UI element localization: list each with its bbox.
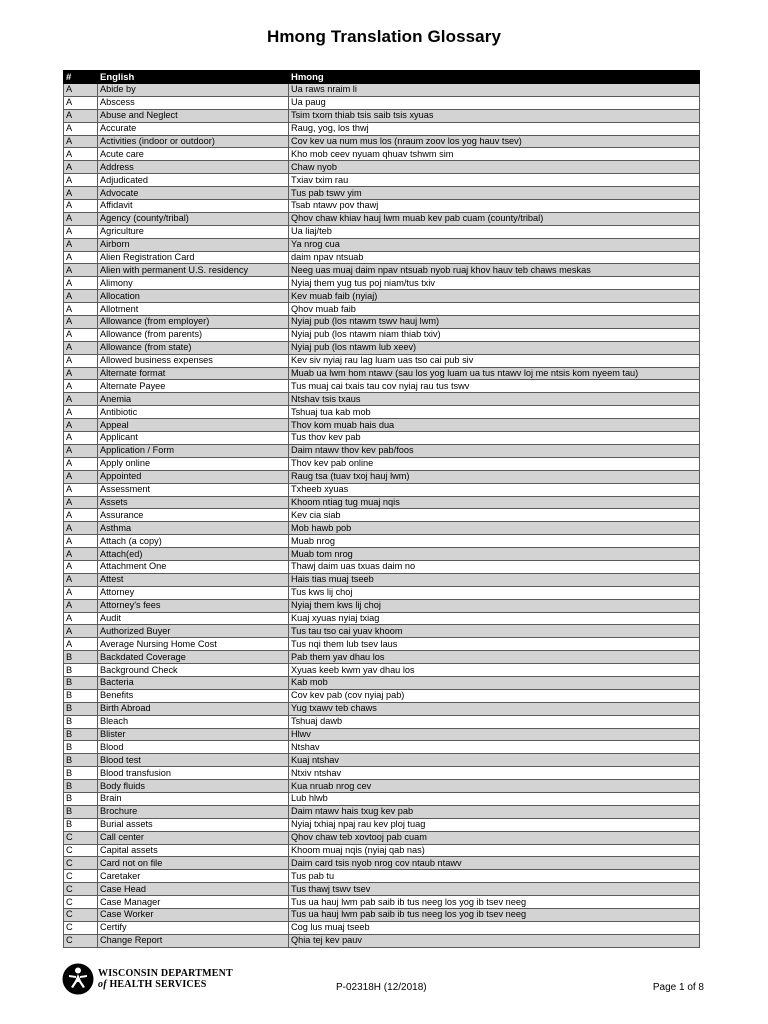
cell-english: Attorney's fees bbox=[98, 599, 289, 612]
table-row bbox=[64, 831, 700, 844]
cell-english: Authorized Buyer bbox=[98, 625, 289, 638]
cell-english: Change Report bbox=[98, 934, 289, 947]
cell-hmong: Tshuaj tua kab mob bbox=[289, 406, 700, 419]
table-row bbox=[64, 805, 700, 818]
dhs-logo bbox=[62, 963, 233, 995]
cell-english: Benefits bbox=[98, 689, 289, 702]
cell-letter: A bbox=[64, 444, 98, 457]
table-row bbox=[64, 161, 700, 174]
cell-english: Alien Registration Card bbox=[98, 251, 289, 264]
cell-letter: A bbox=[64, 599, 98, 612]
cell-letter: A bbox=[64, 122, 98, 135]
cell-english: Abuse and Neglect bbox=[98, 109, 289, 122]
cell-hmong: Qhia tej kev pauv bbox=[289, 934, 700, 947]
cell-english: Attach(ed) bbox=[98, 548, 289, 561]
cell-letter: B bbox=[64, 728, 98, 741]
cell-english: Capital assets bbox=[98, 844, 289, 857]
cell-hmong: Ua raws nraim li bbox=[289, 84, 700, 97]
cell-english: Allowance (from state) bbox=[98, 341, 289, 354]
cell-letter: A bbox=[64, 470, 98, 483]
cell-english: Audit bbox=[98, 612, 289, 625]
cell-english: Activities (indoor or outdoor) bbox=[98, 135, 289, 148]
cell-hmong: Lub hlwb bbox=[289, 792, 700, 805]
cell-hmong: Kev cia siab bbox=[289, 509, 700, 522]
cell-letter: B bbox=[64, 792, 98, 805]
cell-english: Affidavit bbox=[98, 200, 289, 213]
table-row bbox=[64, 496, 700, 509]
table-row bbox=[64, 432, 700, 445]
table-row bbox=[64, 612, 700, 625]
cell-hmong: Muab nrog bbox=[289, 535, 700, 548]
cell-english: Blood test bbox=[98, 754, 289, 767]
cell-letter: A bbox=[64, 84, 98, 97]
cell-hmong: Muab ua lwm hom ntawv (sau los yog luam ua tus ntawv loj me ntsis kom nyeem tau) bbox=[289, 367, 700, 380]
cell-english: Assurance bbox=[98, 509, 289, 522]
cell-letter: B bbox=[64, 818, 98, 831]
table-row bbox=[64, 896, 700, 909]
cell-letter: A bbox=[64, 638, 98, 651]
cell-english: Acute care bbox=[98, 148, 289, 161]
cell-hmong: Neeg uas muaj daim npav ntsuab nyob ruaj khov hauv teb chaws meskas bbox=[289, 264, 700, 277]
cell-letter: A bbox=[64, 560, 98, 573]
table-row bbox=[64, 780, 700, 793]
cell-english: Call center bbox=[98, 831, 289, 844]
cell-hmong: Pab them yav dhau los bbox=[289, 651, 700, 664]
cell-hmong: Tus pab tu bbox=[289, 870, 700, 883]
cell-english: Adjudicated bbox=[98, 174, 289, 187]
cell-letter: A bbox=[64, 573, 98, 586]
cell-letter: A bbox=[64, 161, 98, 174]
cell-letter: B bbox=[64, 676, 98, 689]
cell-hmong: Cov kev pab (cov nyiaj pab) bbox=[289, 689, 700, 702]
table-row bbox=[64, 934, 700, 947]
table-row bbox=[64, 406, 700, 419]
column-header-hmong: Hmong bbox=[289, 71, 700, 84]
cell-hmong: Nyiaj them kws lij choj bbox=[289, 599, 700, 612]
table-row bbox=[64, 522, 700, 535]
cell-letter: A bbox=[64, 586, 98, 599]
org-name-line2 bbox=[98, 979, 233, 990]
cell-english: Anemia bbox=[98, 393, 289, 406]
table-row bbox=[64, 844, 700, 857]
cell-letter: A bbox=[64, 393, 98, 406]
table-row bbox=[64, 264, 700, 277]
cell-letter: C bbox=[64, 896, 98, 909]
cell-letter: A bbox=[64, 483, 98, 496]
cell-letter: A bbox=[64, 509, 98, 522]
table-row bbox=[64, 599, 700, 612]
cell-hmong: Ntshav tsis txaus bbox=[289, 393, 700, 406]
cell-letter: A bbox=[64, 290, 98, 303]
cell-letter: A bbox=[64, 406, 98, 419]
cell-hmong: Kev siv nyiaj rau lag luam uas tso cai pub siv bbox=[289, 354, 700, 367]
cell-english: Bleach bbox=[98, 715, 289, 728]
cell-letter: B bbox=[64, 689, 98, 702]
cell-letter: A bbox=[64, 380, 98, 393]
cell-letter: A bbox=[64, 354, 98, 367]
cell-hmong: Ntshav bbox=[289, 741, 700, 754]
table-row bbox=[64, 883, 700, 896]
cell-hmong: Daim ntawv thov kev pab/foos bbox=[289, 444, 700, 457]
table-row bbox=[64, 393, 700, 406]
table-row bbox=[64, 676, 700, 689]
cell-english: Allowance (from employer) bbox=[98, 316, 289, 329]
cell-hmong: Thov kev pab online bbox=[289, 457, 700, 470]
cell-letter: A bbox=[64, 522, 98, 535]
table-row bbox=[64, 316, 700, 329]
cell-letter: A bbox=[64, 328, 98, 341]
table-row bbox=[64, 664, 700, 677]
cell-hmong: Kuaj ntshav bbox=[289, 754, 700, 767]
cell-hmong: Qhov chaw teb xovtooj pab cuam bbox=[289, 831, 700, 844]
cell-letter: C bbox=[64, 831, 98, 844]
cell-letter: C bbox=[64, 844, 98, 857]
cell-english: Attest bbox=[98, 573, 289, 586]
table-row bbox=[64, 225, 700, 238]
cell-english: Applicant bbox=[98, 432, 289, 445]
cell-hmong: Thov kom muab hais dua bbox=[289, 419, 700, 432]
cell-hmong: Raug tsa (tuav txoj hauj lwm) bbox=[289, 470, 700, 483]
glossary-table bbox=[63, 70, 700, 948]
cell-hmong: Ua liaj/teb bbox=[289, 225, 700, 238]
cell-english: Brochure bbox=[98, 805, 289, 818]
cell-english: Abscess bbox=[98, 96, 289, 109]
cell-english: Advocate bbox=[98, 187, 289, 200]
cell-hmong: Tshuaj dawb bbox=[289, 715, 700, 728]
cell-letter: A bbox=[64, 303, 98, 316]
column-header-english: English bbox=[98, 71, 289, 84]
cell-letter: B bbox=[64, 715, 98, 728]
cell-english: Agency (county/tribal) bbox=[98, 212, 289, 225]
table-row bbox=[64, 444, 700, 457]
cell-english: Attachment One bbox=[98, 560, 289, 573]
cell-hmong: Tus muaj cai txais tau cov nyiaj rau tus tswv bbox=[289, 380, 700, 393]
cell-english: Card not on file bbox=[98, 857, 289, 870]
cell-english: Accurate bbox=[98, 122, 289, 135]
cell-letter: A bbox=[64, 200, 98, 213]
cell-english: Airborn bbox=[98, 238, 289, 251]
table-row bbox=[64, 200, 700, 213]
cell-english: Case Head bbox=[98, 883, 289, 896]
cell-letter: A bbox=[64, 225, 98, 238]
table-row bbox=[64, 354, 700, 367]
cell-hmong: Kuaj xyuas nyiaj txiag bbox=[289, 612, 700, 625]
table-row bbox=[64, 96, 700, 109]
cell-letter: A bbox=[64, 432, 98, 445]
table-row bbox=[64, 535, 700, 548]
cell-hmong: Kab mob bbox=[289, 676, 700, 689]
table-row bbox=[64, 148, 700, 161]
table-row bbox=[64, 212, 700, 225]
table-row bbox=[64, 367, 700, 380]
cell-english: Average Nursing Home Cost bbox=[98, 638, 289, 651]
page-title: Hmong Translation Glossary bbox=[266, 27, 502, 46]
table-row bbox=[64, 754, 700, 767]
cell-english: Allowance (from parents) bbox=[98, 328, 289, 341]
cell-hmong: Tus pab tswv yim bbox=[289, 187, 700, 200]
cell-hmong: Raug, yog, los thwj bbox=[289, 122, 700, 135]
cell-letter: A bbox=[64, 277, 98, 290]
cell-english: Antibiotic bbox=[98, 406, 289, 419]
cell-english: Blister bbox=[98, 728, 289, 741]
cell-letter: B bbox=[64, 754, 98, 767]
cell-hmong: Kua nruab nrog cev bbox=[289, 780, 700, 793]
org-name-of: of bbox=[98, 979, 107, 990]
cell-hmong: Cov kev ua num mus los (nraum zoov los yog hauv tsev) bbox=[289, 135, 700, 148]
table-row bbox=[64, 702, 700, 715]
cell-hmong: Kev muab faib (nyiaj) bbox=[289, 290, 700, 303]
cell-letter: C bbox=[64, 921, 98, 934]
cell-hmong: Nyiaj pub (los ntawm lub xeev) bbox=[289, 341, 700, 354]
table-row bbox=[64, 290, 700, 303]
cell-english: Alternate format bbox=[98, 367, 289, 380]
cell-english: Asthma bbox=[98, 522, 289, 535]
table-row bbox=[64, 238, 700, 251]
cell-letter: A bbox=[64, 612, 98, 625]
dhs-emblem-icon bbox=[62, 963, 94, 995]
form-number: P-02318H (12/2018) bbox=[336, 982, 427, 993]
table-row bbox=[64, 625, 700, 638]
cell-hmong: Qhov chaw khiav hauj lwm muab kev pab cuam (county/tribal) bbox=[289, 212, 700, 225]
cell-english: Alimony bbox=[98, 277, 289, 290]
cell-letter: C bbox=[64, 934, 98, 947]
cell-english: Blood transfusion bbox=[98, 767, 289, 780]
table-header bbox=[64, 71, 700, 84]
cell-english: Backdated Coverage bbox=[98, 651, 289, 664]
cell-english: Allowed business expenses bbox=[98, 354, 289, 367]
table-row bbox=[64, 638, 700, 651]
cell-hmong: Tus ua hauj lwm pab saib ib tus neeg los yog ib tsev neeg bbox=[289, 896, 700, 909]
cell-letter: A bbox=[64, 316, 98, 329]
table-row bbox=[64, 341, 700, 354]
table-row bbox=[64, 586, 700, 599]
cell-letter: B bbox=[64, 702, 98, 715]
cell-hmong: Tus nqi them lub tsev laus bbox=[289, 638, 700, 651]
cell-letter: C bbox=[64, 870, 98, 883]
cell-english: Case Worker bbox=[98, 909, 289, 922]
cell-letter: A bbox=[64, 238, 98, 251]
cell-letter: A bbox=[64, 109, 98, 122]
cell-english: Blood bbox=[98, 741, 289, 754]
cell-english: Background Check bbox=[98, 664, 289, 677]
cell-hmong: Yug txawv teb chaws bbox=[289, 702, 700, 715]
cell-letter: B bbox=[64, 741, 98, 754]
cell-hmong: Mob hawb pob bbox=[289, 522, 700, 535]
cell-english: Certify bbox=[98, 921, 289, 934]
cell-letter: A bbox=[64, 625, 98, 638]
table-row bbox=[64, 380, 700, 393]
cell-hmong: Tus tau tso cai yuav khoom bbox=[289, 625, 700, 638]
table-row bbox=[64, 277, 700, 290]
cell-english: Burial assets bbox=[98, 818, 289, 831]
cell-hmong: Txiav txim rau bbox=[289, 174, 700, 187]
cell-letter: A bbox=[64, 535, 98, 548]
cell-hmong: Nyiaj them yug tus poj niam/tus txiv bbox=[289, 277, 700, 290]
table-row bbox=[64, 174, 700, 187]
cell-letter: A bbox=[64, 496, 98, 509]
cell-letter: A bbox=[64, 457, 98, 470]
table-row bbox=[64, 870, 700, 883]
column-header-letter: # bbox=[64, 71, 98, 84]
table-row bbox=[64, 109, 700, 122]
cell-english: Case Manager bbox=[98, 896, 289, 909]
cell-english: Apply online bbox=[98, 457, 289, 470]
table-row bbox=[64, 548, 700, 561]
cell-hmong: Daim ntawv hais txug kev pab bbox=[289, 805, 700, 818]
cell-letter: A bbox=[64, 264, 98, 277]
cell-hmong: Ya nrog cua bbox=[289, 238, 700, 251]
table-row bbox=[64, 741, 700, 754]
table-row bbox=[64, 470, 700, 483]
org-name-line1: WISCONSIN DEPARTMENT bbox=[98, 968, 233, 979]
cell-hmong: Thawj daim uas txuas daim no bbox=[289, 560, 700, 573]
table-row bbox=[64, 689, 700, 702]
cell-letter: A bbox=[64, 367, 98, 380]
cell-english: Body fluids bbox=[98, 780, 289, 793]
cell-hmong: Hlwv bbox=[289, 728, 700, 741]
cell-english: Alien with permanent U.S. residency bbox=[98, 264, 289, 277]
cell-letter: A bbox=[64, 341, 98, 354]
cell-letter: A bbox=[64, 187, 98, 200]
cell-hmong: Tus thawj tswv tsev bbox=[289, 883, 700, 896]
cell-letter: B bbox=[64, 651, 98, 664]
cell-hmong: Tsab ntawv pov thawj bbox=[289, 200, 700, 213]
table-row bbox=[64, 728, 700, 741]
cell-letter: A bbox=[64, 148, 98, 161]
cell-hmong: Txheeb xyuas bbox=[289, 483, 700, 496]
cell-english: Address bbox=[98, 161, 289, 174]
cell-letter: A bbox=[64, 419, 98, 432]
cell-english: Allocation bbox=[98, 290, 289, 303]
table-row bbox=[64, 251, 700, 264]
table-body bbox=[64, 84, 700, 948]
cell-hmong: Tus thov kev pab bbox=[289, 432, 700, 445]
table-row bbox=[64, 651, 700, 664]
cell-hmong: Kho mob ceev nyuam qhuav tshwm sim bbox=[289, 148, 700, 161]
cell-english: Abide by bbox=[98, 84, 289, 97]
cell-hmong: Muab tom nrog bbox=[289, 548, 700, 561]
cell-english: Attorney bbox=[98, 586, 289, 599]
cell-hmong: Ua paug bbox=[289, 96, 700, 109]
table-row bbox=[64, 792, 700, 805]
cell-english: Alternate Payee bbox=[98, 380, 289, 393]
table-row bbox=[64, 457, 700, 470]
cell-hmong: Tus ua hauj lwm pab saib ib tus neeg los yog ib tsev neeg bbox=[289, 909, 700, 922]
cell-letter: A bbox=[64, 96, 98, 109]
table-row bbox=[64, 419, 700, 432]
cell-hmong: Nyiaj pub (los ntawm tswv hauj lwm) bbox=[289, 316, 700, 329]
cell-letter: C bbox=[64, 883, 98, 896]
table-row bbox=[64, 767, 700, 780]
cell-hmong: Hais tias muaj tseeb bbox=[289, 573, 700, 586]
cell-english: Appointed bbox=[98, 470, 289, 483]
cell-hmong: Nyiaj txhiaj npaj rau kev ploj tuag bbox=[289, 818, 700, 831]
cell-letter: B bbox=[64, 767, 98, 780]
cell-hmong: Xyuas keeb kwm yav dhau los bbox=[289, 664, 700, 677]
cell-letter: C bbox=[64, 857, 98, 870]
cell-letter: C bbox=[64, 909, 98, 922]
table-row bbox=[64, 509, 700, 522]
cell-hmong: Qhov muab faib bbox=[289, 303, 700, 316]
cell-hmong: Khoom ntiag tug muaj nqis bbox=[289, 496, 700, 509]
table-row bbox=[64, 135, 700, 148]
table-row bbox=[64, 857, 700, 870]
cell-english: Application / Form bbox=[98, 444, 289, 457]
cell-english: Bacteria bbox=[98, 676, 289, 689]
cell-letter: B bbox=[64, 805, 98, 818]
table-row bbox=[64, 187, 700, 200]
table-row bbox=[64, 573, 700, 586]
cell-letter: A bbox=[64, 174, 98, 187]
cell-hmong: Tsim txom thiab tsis saib tsis xyuas bbox=[289, 109, 700, 122]
cell-letter: A bbox=[64, 251, 98, 264]
cell-hmong: Cog lus muaj tseeb bbox=[289, 921, 700, 934]
page-number: Page 1 of 8 bbox=[652, 982, 704, 993]
cell-hmong: Daim card tsis nyob nrog cov ntaub ntawv bbox=[289, 857, 700, 870]
cell-english: Caretaker bbox=[98, 870, 289, 883]
cell-english: Appeal bbox=[98, 419, 289, 432]
cell-hmong: daim npav ntsuab bbox=[289, 251, 700, 264]
cell-letter: B bbox=[64, 780, 98, 793]
table-row bbox=[64, 122, 700, 135]
cell-hmong: Tus kws lij choj bbox=[289, 586, 700, 599]
cell-english: Assets bbox=[98, 496, 289, 509]
cell-hmong: Nyiaj pub (los ntawm niam thiab txiv) bbox=[289, 328, 700, 341]
table-row bbox=[64, 560, 700, 573]
table-row bbox=[64, 921, 700, 934]
cell-english: Agriculture bbox=[98, 225, 289, 238]
table-row bbox=[64, 715, 700, 728]
table-row bbox=[64, 303, 700, 316]
cell-letter: A bbox=[64, 212, 98, 225]
table-row bbox=[64, 84, 700, 97]
cell-english: Birth Abroad bbox=[98, 702, 289, 715]
cell-hmong: Khoom muaj nqis (nyiaj qab nas) bbox=[289, 844, 700, 857]
cell-hmong: Ntxiv ntshav bbox=[289, 767, 700, 780]
cell-english: Attach (a copy) bbox=[98, 535, 289, 548]
table-row bbox=[64, 818, 700, 831]
cell-hmong: Chaw nyob bbox=[289, 161, 700, 174]
cell-english: Allotment bbox=[98, 303, 289, 316]
table-row bbox=[64, 483, 700, 496]
cell-letter: B bbox=[64, 664, 98, 677]
cell-english: Brain bbox=[98, 792, 289, 805]
cell-letter: A bbox=[64, 135, 98, 148]
table-row bbox=[64, 328, 700, 341]
table-row bbox=[64, 909, 700, 922]
cell-letter: A bbox=[64, 548, 98, 561]
cell-english: Assessment bbox=[98, 483, 289, 496]
org-name-health-services: HEALTH SERVICES bbox=[109, 979, 207, 990]
